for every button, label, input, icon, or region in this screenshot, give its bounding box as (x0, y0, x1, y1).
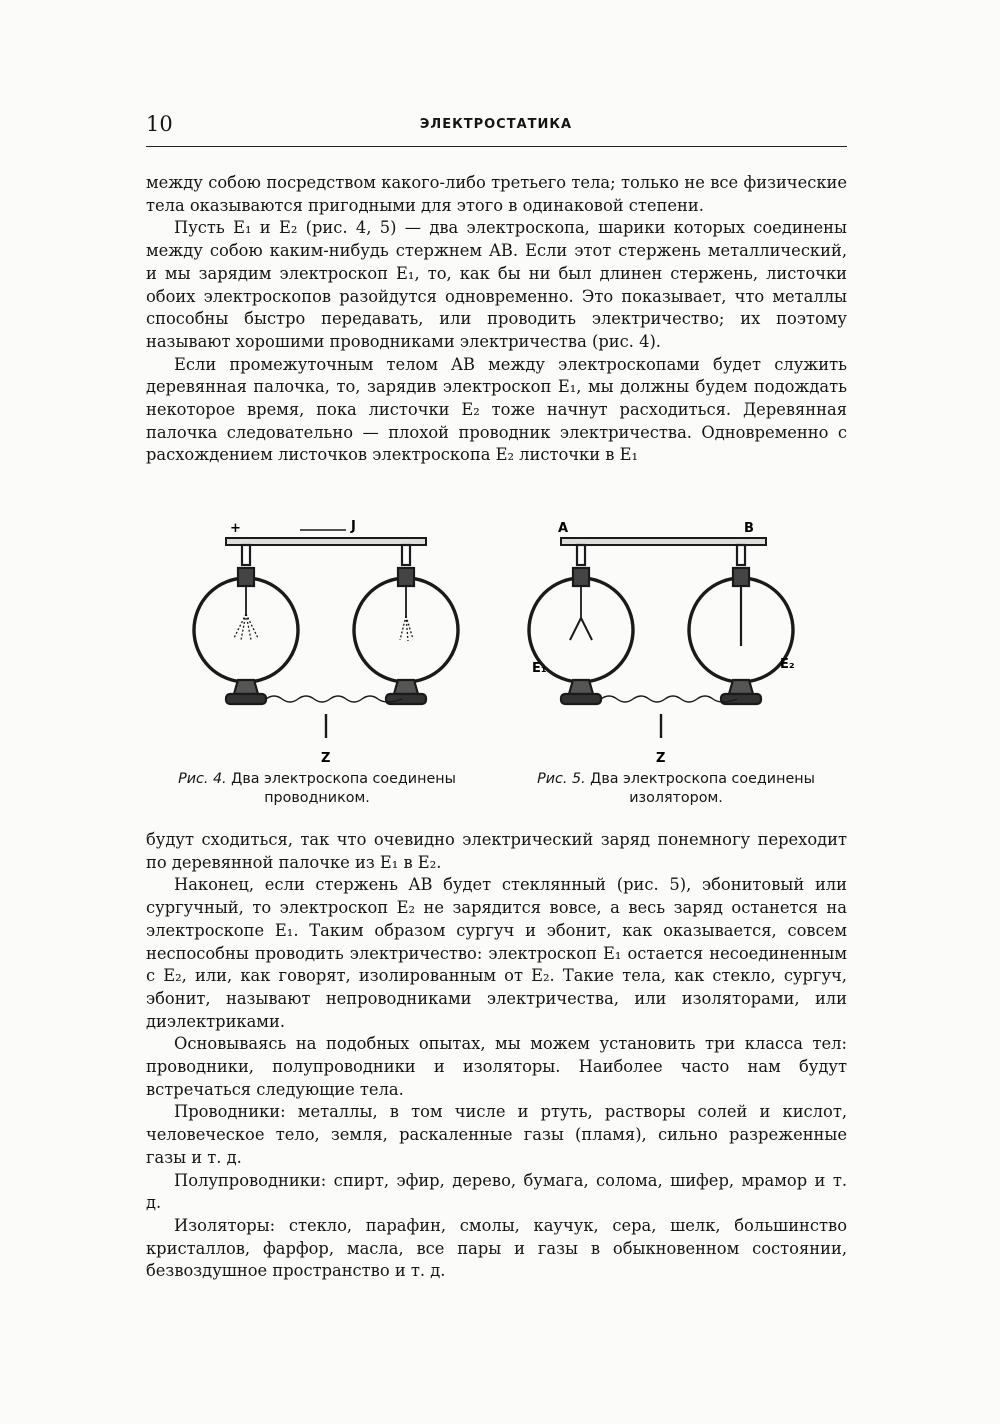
paragraph-conductors: Проводники: металлы, в том числе и ртуть, растворы солей и кислот, человеческое тело, земля, раскаленные газы (пламя), сильно разреженные газы и т. д. (146, 1102, 847, 1167)
body-text-bottom (146, 829, 847, 1283)
fig5-ground-label: Z (656, 751, 666, 766)
figure-5-drawing (529, 538, 793, 738)
figure-4-drawing (194, 530, 458, 738)
page-header (146, 112, 846, 142)
fig5-label-e2: E₂ (780, 657, 795, 672)
fig4-rod-label: J (351, 519, 356, 534)
figures-block (146, 510, 856, 810)
electroscopes-illustration (146, 510, 856, 770)
figure-4-label: Рис. 4. (178, 771, 227, 787)
paragraph: Если промежуточным телом AB между электроскопами будет служить деревянная палочка, то, зарядив электроскоп E₁, мы должны будем подождать некоторое время, пока листочки E₂ тоже начнут расходиться. Деревянная палочка следовательно — плохой проводник электричества. Одновременно с расхождением листочков электроскопа E₂ листочки в E₁ (146, 354, 847, 465)
paragraph-insulators: Изоляторы: стекло, парафин, смолы, каучук, сера, шелк, большинство кристаллов, фарфор, масла, все пары и газы в обыкновенном состоянии, безвоздушное пространство и т. д. (146, 1215, 847, 1281)
figure-4-caption (152, 770, 482, 808)
fig5-label-b: B (744, 521, 754, 536)
figure-5-label: Рис. 5. (537, 771, 586, 787)
header-rule (146, 146, 847, 147)
fig4-ground-label: Z (321, 751, 331, 766)
fig5-label-a: A (558, 521, 569, 536)
paragraph-semiconductors: Полупроводники: спирт, эфир, дерево, бумага, солома, шифер, мрамор и т. д. (146, 1170, 847, 1213)
page-number: 10 (146, 112, 173, 136)
paragraph: Пусть E₁ и E₂ (рис. 4, 5) — два электроскопа, шарики которых соединены между собою каким-нибудь стержнем AB. Если этот стержень металлический, и мы зарядим электроскоп E₁, то, как бы ни был длинен стержень, листочки обоих электроскопов разойдутся одновременно. Это показывает, что металлы способны быстро передавать, или проводить электричество; их поэтому называют хорошими проводниками электричества (рис. 4). (146, 218, 847, 351)
paragraph: будут сходиться, так что очевидно электрический заряд понемногу переходит по деревянной палочке из E₁ в E₂. (146, 830, 847, 872)
paragraph: Наконец, если стержень AB будет стеклянный (рис. 5), эбонитовый или сургучный, то электроскоп E₂ не зарядится вовсе, а весь заряд останется на электроскопе E₁. Таким образом сургуч и эбонит, как оказывается, совсем неспособны проводить электричество: электроскоп E₁ остается несоединенным с E₂, или, как говорят, изолированным от E₂. Такие тела, как стекло, сургуч, эбонит, называют непроводниками электричества, или изоляторами, или диэлектриками. (146, 875, 847, 1031)
paragraph: между собою посредством какого-либо третьего тела; только не все физические тела оказываются пригодными для этого в одинаковой степени. (146, 173, 847, 215)
figure-4-caption-text: Два электроскопа соединены проводником. (231, 771, 456, 806)
paragraph: Основываясь на подобных опытах, мы можем установить три класса тел: проводники, полупроводники и изоляторы. Наиболее часто нам будут встречаться следующие тела. (146, 1034, 847, 1099)
fig5-label-e1: E₁ (532, 661, 547, 676)
body-text-top (146, 172, 847, 467)
running-title: ЭЛЕКТРОСТАТИКА (419, 117, 573, 132)
figure-5-caption-text: Два электроскопа соединены изолятором. (590, 771, 815, 806)
figure-5-caption (511, 770, 841, 808)
fig4-rod-sign: + (230, 521, 241, 536)
